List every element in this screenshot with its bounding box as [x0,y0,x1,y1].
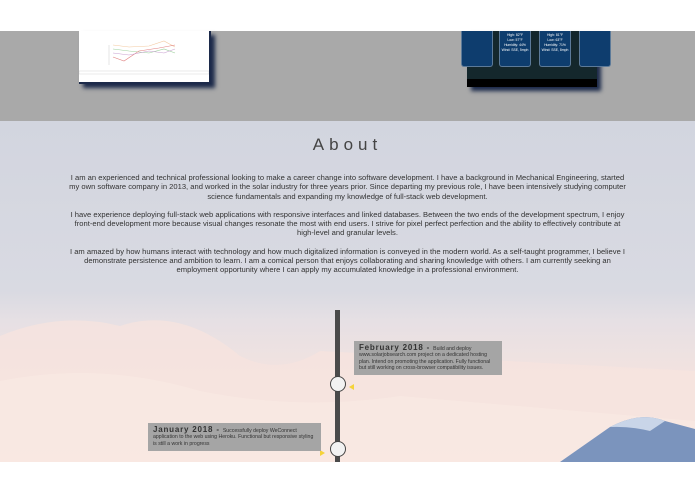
weather-humidity: Humidity: 71% [544,43,566,47]
entry-text: Successfully deploy WeConnect application to the web using Heroku. Functional but responsive styling is still a work in progress [153,428,314,447]
about-title: About [312,135,383,154]
entry-date: February 2018 [359,343,424,352]
entry-text: Build and deploy www.solarjobsearch.com project on a dedicated hosting plan. Intend on promoting the application. Fully functional but still working on cross-browser compatibility issues. [359,346,491,371]
weather-high: High: 82°F [506,33,524,37]
projects-section [0,31,695,121]
weather-low: Low: 63°F [547,38,563,42]
weather-card [579,31,611,67]
weather-wind: Wind: SSE, 8mph [541,48,569,52]
about-paragraph: I have experience deploying full-stack web applications with responsive interfaces and linked databases. Between the two ends of the development spectrum, I enjoy front-end development more because visual changes resonate the most with end users. I strive for pixel perfect perfection and the ability to effectively contribute at high-level and granular levels. [70,209,625,238]
about-paragraph: I am amazed by how humans interact with technology and how much digitalized information is conveyed in the modern world. As a self-taught programmer, I believe I demonstrate persistence and ambition to learn. I am a comical person that enjoys collaborating and sharing knowledge with others. I am currently seeking an employment opportunity where I can apply my accumulated knowledge in a professional environment. [69,246,626,275]
weather-card [461,31,493,67]
weather-card [499,31,531,67]
weather-card [539,31,571,67]
weather-high: High: 81°F [546,33,564,37]
entry-date: January 2018 [153,425,214,434]
timeline-entry [148,423,321,451]
about-paragraph: I am an experienced and technical professional looking to make a career change into software development. I have a background in Mechanical Engineering, started my own software company in 2013, and worked in the solar industry for three years prior. Since departing my previous role, I have been intensively studying computer science fundamentals and expanding my knowledge of full-stack web development. [69,173,626,201]
weather-wind: Wind: SSE, 5mph [501,48,529,52]
entry-pointer [349,384,354,390]
timeline-node[interactable] [330,441,346,457]
chart-preview-image [79,31,209,83]
weather-humidity: Humidity: 44% [504,43,526,47]
weather-low: Low: 57°F [507,38,523,42]
entry-pointer [320,450,325,456]
entry-separator: - [423,343,434,352]
entry-separator: - [213,425,223,434]
timeline-entry [354,341,502,375]
project-thumbnail-chart[interactable] [79,31,211,84]
timeline-node[interactable] [330,376,346,392]
weather-footer [467,79,597,87]
about-section [0,121,695,462]
project-thumbnail-weather[interactable] [467,31,597,87]
